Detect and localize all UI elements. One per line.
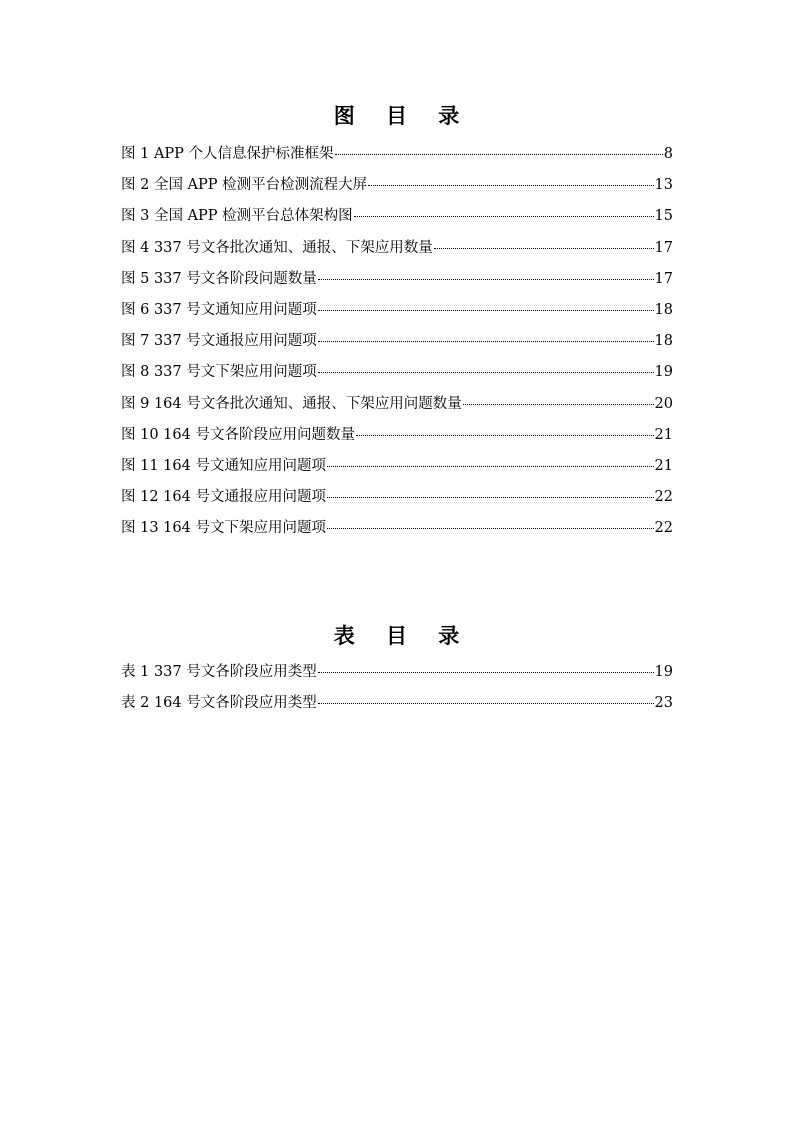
entry-page-number[interactable]: 20: [654, 395, 673, 412]
entry-page-number[interactable]: 18: [654, 301, 673, 318]
table-list: [121, 660, 673, 722]
figure-list-entry[interactable]: [121, 485, 673, 516]
dot-leader: [335, 154, 663, 155]
dot-leader: [327, 466, 654, 467]
table-list-entry[interactable]: [121, 691, 673, 722]
entry-page-number[interactable]: 19: [654, 664, 673, 680]
figure-list-entry[interactable]: [121, 142, 673, 173]
figure-list-entry[interactable]: [121, 267, 673, 298]
entry-page-number[interactable]: 18: [654, 333, 673, 350]
figure-list: [121, 142, 673, 547]
entry-label[interactable]: 表 2 164 号文各阶段应用类型: [121, 695, 317, 712]
figure-list-entry[interactable]: [121, 298, 673, 329]
entry-label[interactable]: 图 7 337 号文通报应用问题项: [121, 333, 317, 350]
entry-label[interactable]: 图 10 164 号文各阶段应用问题数量: [121, 426, 355, 443]
entry-page-number[interactable]: 19: [654, 364, 673, 381]
entry-label[interactable]: 图 8 337 号文下架应用问题项: [121, 364, 317, 381]
dot-leader: [318, 703, 654, 704]
dot-leader: [463, 404, 654, 405]
figure-list-entry[interactable]: [121, 423, 673, 454]
dot-leader: [327, 528, 654, 529]
entry-label[interactable]: 图 11 164 号文通知应用问题项: [121, 457, 326, 474]
figure-list-entry[interactable]: [121, 329, 673, 360]
figure-list-entry[interactable]: [121, 204, 673, 235]
entry-label[interactable]: 图 1 APP 个人信息保护标准框架: [121, 146, 334, 162]
entry-page-number[interactable]: 22: [654, 489, 673, 506]
entry-page-number[interactable]: 15: [654, 208, 673, 225]
entry-page-number[interactable]: 22: [654, 520, 673, 537]
dot-leader: [368, 185, 653, 186]
entry-label[interactable]: 图 13 164 号文下架应用问题项: [121, 520, 326, 537]
entry-page-number[interactable]: 17: [654, 270, 673, 287]
dot-leader: [318, 372, 654, 373]
table-list-title: 表 目 录: [333, 624, 472, 648]
entry-label[interactable]: 图 4 337 号文各批次通知、通报、下架应用数量: [121, 239, 433, 256]
entry-page-number[interactable]: 21: [654, 426, 673, 443]
dot-leader: [318, 279, 654, 280]
figure-list-entry[interactable]: [121, 173, 673, 204]
dot-leader: [318, 341, 654, 342]
entry-label[interactable]: 图 3 全国 APP 检测平台总体架构图: [121, 208, 353, 225]
entry-label[interactable]: 图 9 164 号文各批次通知、通报、下架应用问题数量: [121, 395, 462, 412]
dot-leader: [354, 216, 654, 217]
entry-page-number[interactable]: 13: [654, 177, 673, 194]
table-list-entry[interactable]: [121, 660, 673, 691]
dot-leader: [327, 497, 654, 498]
entry-page-number[interactable]: 8: [663, 146, 673, 162]
entry-label[interactable]: 图 2 全国 APP 检测平台检测流程大屏: [121, 177, 368, 194]
figure-list-entry[interactable]: [121, 392, 673, 423]
figure-list-title: 图 目 录: [333, 104, 472, 128]
entry-label[interactable]: 图 12 164 号文通报应用问题项: [121, 489, 326, 506]
figure-list-entry[interactable]: [121, 516, 673, 547]
dot-leader: [318, 672, 654, 673]
entry-label[interactable]: 图 6 337 号文通知应用问题项: [121, 301, 317, 318]
entry-label[interactable]: 表 1 337 号文各阶段应用类型: [121, 664, 317, 680]
figure-list-entry[interactable]: [121, 236, 673, 267]
figure-list-entry[interactable]: [121, 454, 673, 485]
dot-leader: [318, 310, 654, 311]
entry-page-number[interactable]: 23: [654, 695, 673, 712]
entry-page-number[interactable]: 17: [654, 239, 673, 256]
figure-list-entry[interactable]: [121, 360, 673, 391]
dot-leader: [356, 435, 654, 436]
dot-leader: [434, 248, 654, 249]
entry-page-number[interactable]: 21: [654, 457, 673, 474]
entry-label[interactable]: 图 5 337 号文各阶段问题数量: [121, 270, 317, 287]
